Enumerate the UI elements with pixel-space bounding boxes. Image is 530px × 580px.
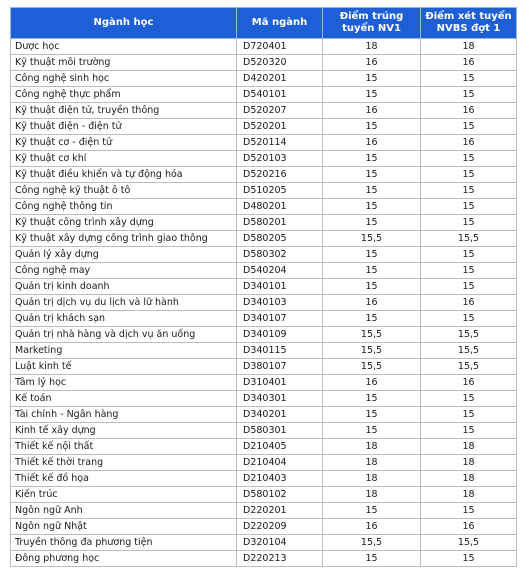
table-row <box>11 135 517 151</box>
major-name: Kỹ thuật điện tử, truyền thông <box>11 103 237 119</box>
major-code: D340301 <box>237 391 323 407</box>
major-name: Kế toán <box>11 391 237 407</box>
major-code: D210403 <box>237 471 323 487</box>
nvbs-score: 15 <box>421 247 517 263</box>
major-code: D520216 <box>237 167 323 183</box>
major-name: Quản trị dịch vụ du lịch và lữ hành <box>11 295 237 311</box>
table-row <box>11 551 517 567</box>
table-row <box>11 375 517 391</box>
nv1-score: 15 <box>323 391 421 407</box>
major-name: Công nghệ sinh học <box>11 71 237 87</box>
major-code: D580102 <box>237 487 323 503</box>
major-name: Tâm lý học <box>11 375 237 391</box>
nv1-score: 15 <box>323 119 421 135</box>
nv1-score: 15 <box>323 407 421 423</box>
table-row <box>11 295 517 311</box>
nvbs-score: 15,5 <box>421 343 517 359</box>
nv1-score: 15,5 <box>323 327 421 343</box>
nvbs-score: 16 <box>421 375 517 391</box>
major-name: Kỹ thuật cơ - điện tử <box>11 135 237 151</box>
nvbs-score: 15 <box>421 119 517 135</box>
table-row <box>11 311 517 327</box>
nv1-score: 16 <box>323 103 421 119</box>
nv1-score: 15 <box>323 551 421 567</box>
table-row <box>11 503 517 519</box>
table-row <box>11 87 517 103</box>
admission-scores-table-container <box>10 7 517 567</box>
table-row <box>11 279 517 295</box>
major-code: D340103 <box>237 295 323 311</box>
major-name: Kỹ thuật môi trường <box>11 55 237 71</box>
major-code: D340201 <box>237 407 323 423</box>
major-name: Kỹ thuật điều khiển và tự động hóa <box>11 167 237 183</box>
nv1-score: 16 <box>323 135 421 151</box>
major-code: D340107 <box>237 311 323 327</box>
nvbs-score: 15 <box>421 391 517 407</box>
table-row <box>11 423 517 439</box>
header-nv1-score: Điểm trúng tuyển NV1 <box>323 8 421 39</box>
table-row <box>11 167 517 183</box>
nvbs-score: 16 <box>421 135 517 151</box>
nv1-score: 18 <box>323 439 421 455</box>
major-code: D720401 <box>237 39 323 55</box>
major-name: Kỹ thuật điện - điện tử <box>11 119 237 135</box>
table-row <box>11 455 517 471</box>
nv1-score: 15 <box>323 183 421 199</box>
major-name: Thiết kế nội thất <box>11 439 237 455</box>
major-code: D220201 <box>237 503 323 519</box>
nv1-score: 15 <box>323 279 421 295</box>
nv1-score: 15 <box>323 503 421 519</box>
table-row <box>11 263 517 279</box>
table-row <box>11 247 517 263</box>
major-name: Truyền thông đa phương tiện <box>11 535 237 551</box>
table-row <box>11 359 517 375</box>
nvbs-score: 15 <box>421 311 517 327</box>
nv1-score: 15 <box>323 87 421 103</box>
nv1-score: 16 <box>323 55 421 71</box>
major-name: Công nghệ may <box>11 263 237 279</box>
major-code: D520114 <box>237 135 323 151</box>
table-row <box>11 183 517 199</box>
table-row <box>11 119 517 135</box>
table-row <box>11 407 517 423</box>
major-code: D220209 <box>237 519 323 535</box>
table-row <box>11 519 517 535</box>
header-major: Ngành học <box>11 8 237 39</box>
major-code: D320104 <box>237 535 323 551</box>
major-code: D580301 <box>237 423 323 439</box>
header-row <box>11 8 517 39</box>
major-code: D520201 <box>237 119 323 135</box>
major-code: D480201 <box>237 199 323 215</box>
nvbs-score: 15 <box>421 423 517 439</box>
major-name: Kỹ thuật xây dựng công trình giao thông <box>11 231 237 247</box>
major-code: D580302 <box>237 247 323 263</box>
nv1-score: 15 <box>323 423 421 439</box>
major-code: D340101 <box>237 279 323 295</box>
nvbs-score: 15 <box>421 87 517 103</box>
major-name: Công nghệ kỹ thuật ô tô <box>11 183 237 199</box>
nv1-score: 16 <box>323 519 421 535</box>
nvbs-score: 15 <box>421 263 517 279</box>
major-code: D510205 <box>237 183 323 199</box>
nvbs-score: 16 <box>421 55 517 71</box>
table-row <box>11 439 517 455</box>
major-name: Quản trị khách sạn <box>11 311 237 327</box>
major-name: Dược học <box>11 39 237 55</box>
header-major-code: Mã ngành <box>237 8 323 39</box>
major-code: D210404 <box>237 455 323 471</box>
table-row <box>11 535 517 551</box>
table-row <box>11 343 517 359</box>
major-code: D210405 <box>237 439 323 455</box>
table-row <box>11 103 517 119</box>
nv1-score: 15,5 <box>323 359 421 375</box>
nvbs-score: 18 <box>421 39 517 55</box>
nvbs-score: 15 <box>421 199 517 215</box>
nv1-score: 18 <box>323 455 421 471</box>
major-name: Kiến trúc <box>11 487 237 503</box>
major-code: D580205 <box>237 231 323 247</box>
table-row <box>11 391 517 407</box>
nvbs-score: 15,5 <box>421 327 517 343</box>
major-name: Thiết kế thời trang <box>11 455 237 471</box>
table-row <box>11 327 517 343</box>
major-name: Quản lý xây dựng <box>11 247 237 263</box>
major-name: Quản trị kinh doanh <box>11 279 237 295</box>
nvbs-score: 16 <box>421 295 517 311</box>
major-code: D340109 <box>237 327 323 343</box>
nvbs-score: 16 <box>421 103 517 119</box>
nvbs-score: 15 <box>421 215 517 231</box>
table-row <box>11 471 517 487</box>
nv1-score: 18 <box>323 39 421 55</box>
table-row <box>11 215 517 231</box>
nv1-score: 15 <box>323 215 421 231</box>
nvbs-score: 15 <box>421 151 517 167</box>
nv1-score: 15 <box>323 199 421 215</box>
major-code: D540101 <box>237 87 323 103</box>
nvbs-score: 15 <box>421 503 517 519</box>
nvbs-score: 16 <box>421 519 517 535</box>
header-nvbs-score: Điểm xét tuyển NVBS đợt 1 <box>421 8 517 39</box>
major-code: D380107 <box>237 359 323 375</box>
nvbs-score: 18 <box>421 439 517 455</box>
nvbs-score: 15 <box>421 279 517 295</box>
major-code: D520103 <box>237 151 323 167</box>
table-row <box>11 71 517 87</box>
major-name: Đông phương học <box>11 551 237 567</box>
nvbs-score: 15,5 <box>421 231 517 247</box>
major-name: Marketing <box>11 343 237 359</box>
nv1-score: 15 <box>323 263 421 279</box>
nv1-score: 15 <box>323 71 421 87</box>
major-code: D540204 <box>237 263 323 279</box>
major-code: D220213 <box>237 551 323 567</box>
major-name: Công nghệ thông tin <box>11 199 237 215</box>
major-code: D420201 <box>237 71 323 87</box>
major-name: Thiết kế đồ họa <box>11 471 237 487</box>
nvbs-score: 15 <box>421 167 517 183</box>
table-row <box>11 55 517 71</box>
nv1-score: 15,5 <box>323 535 421 551</box>
nv1-score: 16 <box>323 375 421 391</box>
nv1-score: 18 <box>323 487 421 503</box>
major-code: D310401 <box>237 375 323 391</box>
nv1-score: 15 <box>323 151 421 167</box>
table-row <box>11 39 517 55</box>
major-name: Công nghệ thực phẩm <box>11 87 237 103</box>
major-name: Ngôn ngữ Anh <box>11 503 237 519</box>
table-body <box>11 39 517 567</box>
nv1-score: 15 <box>323 167 421 183</box>
table-row <box>11 487 517 503</box>
nvbs-score: 18 <box>421 471 517 487</box>
nvbs-score: 15,5 <box>421 535 517 551</box>
major-code: D580201 <box>237 215 323 231</box>
nvbs-score: 15 <box>421 71 517 87</box>
table-row <box>11 231 517 247</box>
major-code: D340115 <box>237 343 323 359</box>
nv1-score: 16 <box>323 295 421 311</box>
table-row <box>11 199 517 215</box>
table-row <box>11 151 517 167</box>
admission-scores-table <box>10 7 517 567</box>
nv1-score: 15 <box>323 247 421 263</box>
major-name: Quản trị nhà hàng và dịch vụ ăn uống <box>11 327 237 343</box>
nv1-score: 15,5 <box>323 231 421 247</box>
nvbs-score: 18 <box>421 487 517 503</box>
major-code: D520320 <box>237 55 323 71</box>
nvbs-score: 18 <box>421 455 517 471</box>
nv1-score: 15,5 <box>323 343 421 359</box>
major-name: Kỹ thuật cơ khí <box>11 151 237 167</box>
table-header <box>11 8 517 39</box>
nvbs-score: 15 <box>421 183 517 199</box>
major-name: Kinh tế xây dựng <box>11 423 237 439</box>
major-name: Ngôn ngữ Nhật <box>11 519 237 535</box>
nvbs-score: 15 <box>421 407 517 423</box>
nv1-score: 18 <box>323 471 421 487</box>
nvbs-score: 15,5 <box>421 359 517 375</box>
major-name: Kỹ thuật công trình xây dựng <box>11 215 237 231</box>
major-code: D520207 <box>237 103 323 119</box>
nv1-score: 15 <box>323 311 421 327</box>
major-name: Luật kinh tế <box>11 359 237 375</box>
nvbs-score: 15 <box>421 551 517 567</box>
major-name: Tài chính - Ngân hàng <box>11 407 237 423</box>
